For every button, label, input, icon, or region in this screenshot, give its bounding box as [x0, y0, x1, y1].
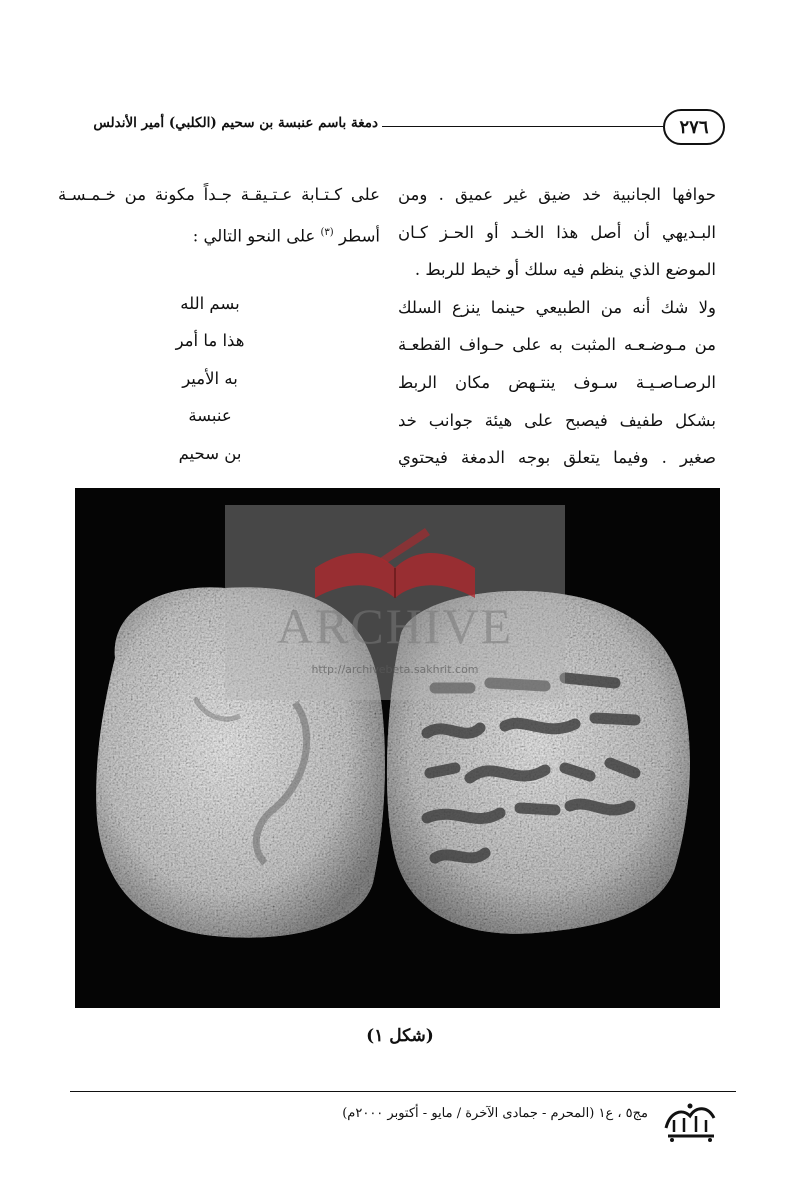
text-line: ولا شك أنه من الطبيعي حينما ينزع السلك — [398, 297, 716, 317]
journal-issue-info: مج٥ ، ع١ (المحرم - جمادى الآخرة / مايو - أكتوبر ٢٠٠٠م) — [342, 1106, 648, 1121]
book-logo-icon — [225, 513, 565, 603]
running-title: دمغة باسم عنبسة بن سحيم (الكلبي) أمير الأندلس — [93, 115, 378, 131]
text-line: حوافها الجانبية خد ضيق غير عميق . ومن — [398, 185, 716, 204]
inscription-line: عنبسة — [188, 406, 232, 426]
page-number-text: ٢٧٦ — [679, 116, 709, 138]
text-line: البـديهي أن أصل هذا الخـد أو الحـز كـان — [398, 222, 716, 242]
intro-text: على النحو التالي : — [192, 226, 321, 246]
text-line: الموضع الذي ينظم فيه سلك أو خيط للربط . — [414, 260, 716, 280]
intro-text: أسطر — [333, 226, 380, 246]
intro-line-footnoted — [58, 214, 380, 252]
text-line: بشكل طفيف فيصبح على هيئة جوانب خد — [398, 410, 716, 430]
inscription-block — [110, 285, 310, 472]
page-number — [663, 109, 725, 145]
inscription-line: به الأمير — [182, 368, 238, 388]
seal-photograph — [75, 488, 720, 1008]
watermark-url: http://archivebeta.sakhrit.com — [311, 663, 479, 676]
intro-line: على كـتـابة عـتـيقـة جـداً مكونة من خـمـسـة — [58, 185, 380, 204]
footer-rule — [70, 1091, 736, 1092]
archive-watermark — [225, 505, 565, 700]
figure-caption: (شكل ١) — [366, 1026, 434, 1046]
inscription-line: هذا ما أمر — [175, 331, 245, 351]
text-line: الرصـاصـيـة سـوف ينتـهض مكان الربط — [398, 372, 716, 392]
header-rule — [382, 126, 663, 127]
watermark-text: ARCHIVE — [276, 598, 514, 654]
inscription-line: بسم الله — [180, 294, 240, 313]
left-column — [58, 176, 380, 251]
right-column — [398, 176, 716, 477]
text-line: من مـوضـعـه المثبت به على حـواف القطعـة — [398, 335, 716, 355]
text-line: صغير . وفيما يتعلق بوجه الدمغة فيحتوي — [398, 448, 716, 468]
inscription-line: بن سحيم — [178, 443, 242, 463]
footnote-reference: (٣) — [320, 226, 334, 238]
journal-logo-icon — [660, 1098, 722, 1144]
